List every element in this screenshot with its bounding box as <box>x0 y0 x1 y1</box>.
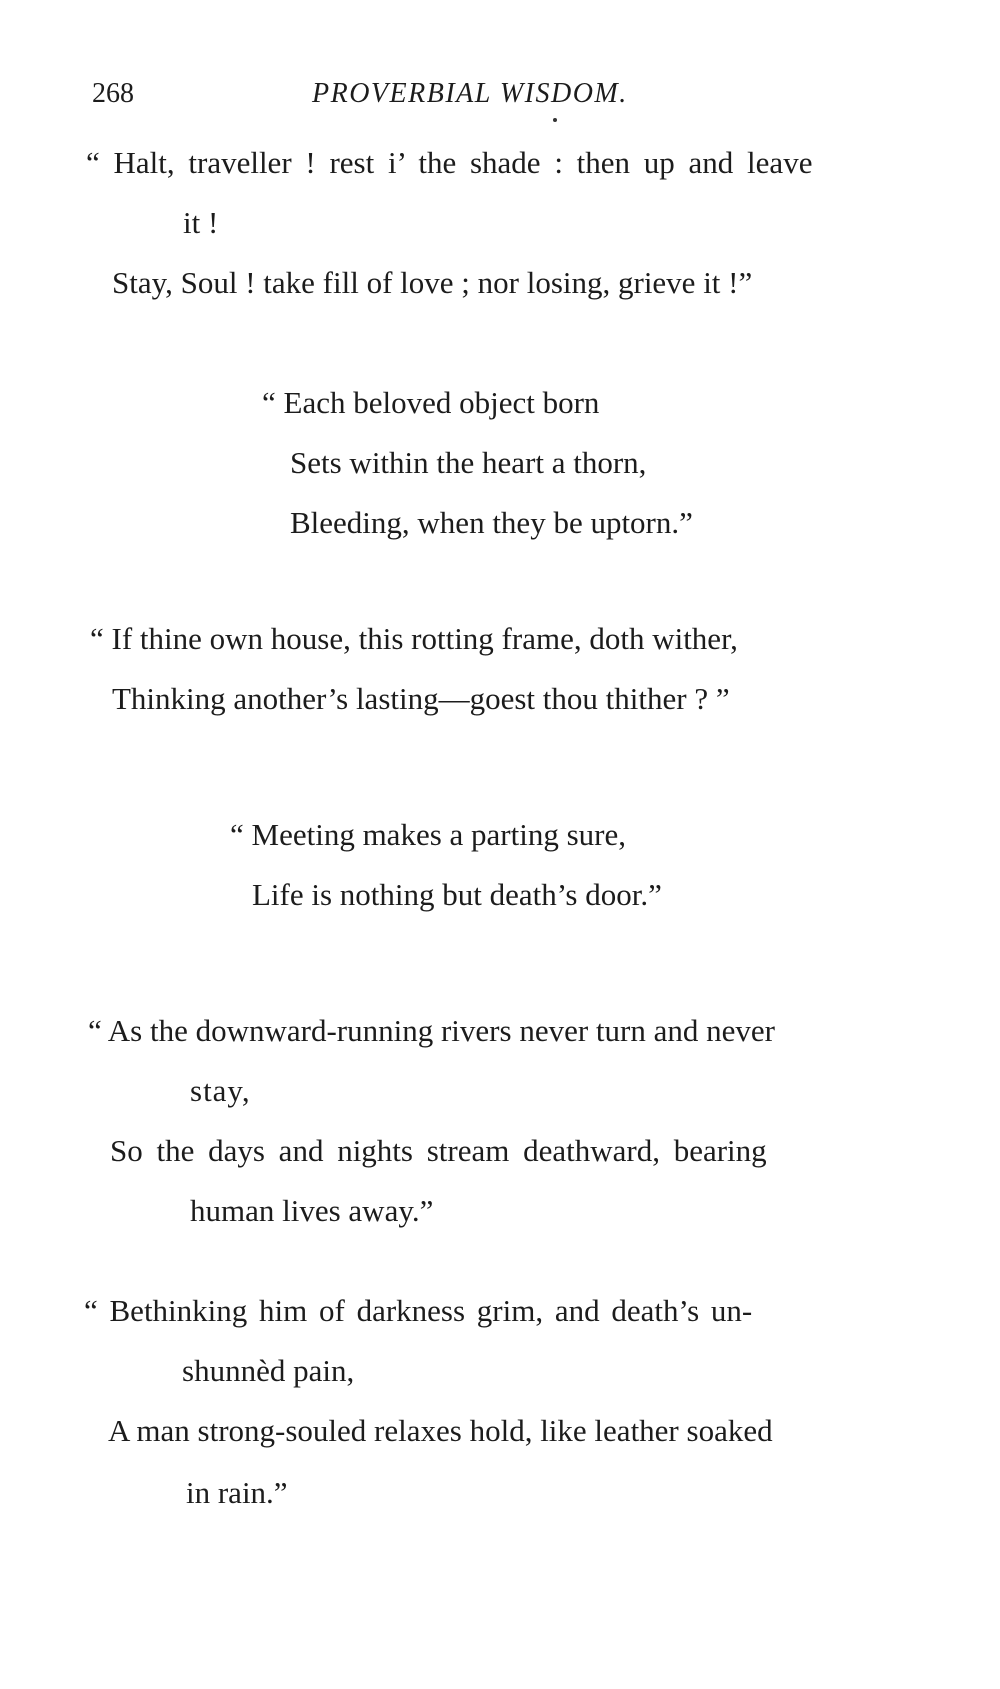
poem-line: “ If thine own house, this rotting frame, doth wither, <box>90 621 738 656</box>
poem-line: “ Bethinking him of darkness grim, and death’s un- <box>84 1293 753 1328</box>
ink-speck <box>553 118 557 122</box>
poem-line: Thinking another’s lasting—goest thou thither ? ” <box>112 681 730 716</box>
poem-line: shunnèd pain, <box>182 1353 355 1388</box>
poem-line: Bleeding, when they be uptorn.” <box>290 505 693 540</box>
poem-line: “ As the downward-running rivers never turn and never <box>88 1013 775 1048</box>
running-title: PROVERBIAL WISDOM. <box>312 78 628 109</box>
poem-line: Stay, Soul ! take fill of love ; nor losing, grieve it !” <box>112 265 753 300</box>
poem-line: it ! <box>183 205 219 240</box>
page-header <box>0 74 1000 122</box>
poem-line: “ Halt, traveller ! rest i’ the shade : then up and leave <box>86 145 813 180</box>
poem-line: in rain.” <box>186 1475 288 1510</box>
poem-line: human lives away.” <box>190 1193 434 1228</box>
poem-line: So the days and nights stream deathward, bearing <box>110 1133 767 1168</box>
poem-line: A man strong-souled relaxes hold, like leather soaked <box>108 1413 773 1448</box>
poem-line: Life is nothing but death’s door.” <box>252 877 662 912</box>
poem-line: “ Meeting makes a parting sure, <box>230 817 626 852</box>
poem-line: Sets within the heart a thorn, <box>290 445 647 480</box>
poem-line: “ Each beloved object born <box>262 385 600 420</box>
poem-line: stay, <box>190 1073 251 1108</box>
page-number: 268 <box>92 78 134 109</box>
